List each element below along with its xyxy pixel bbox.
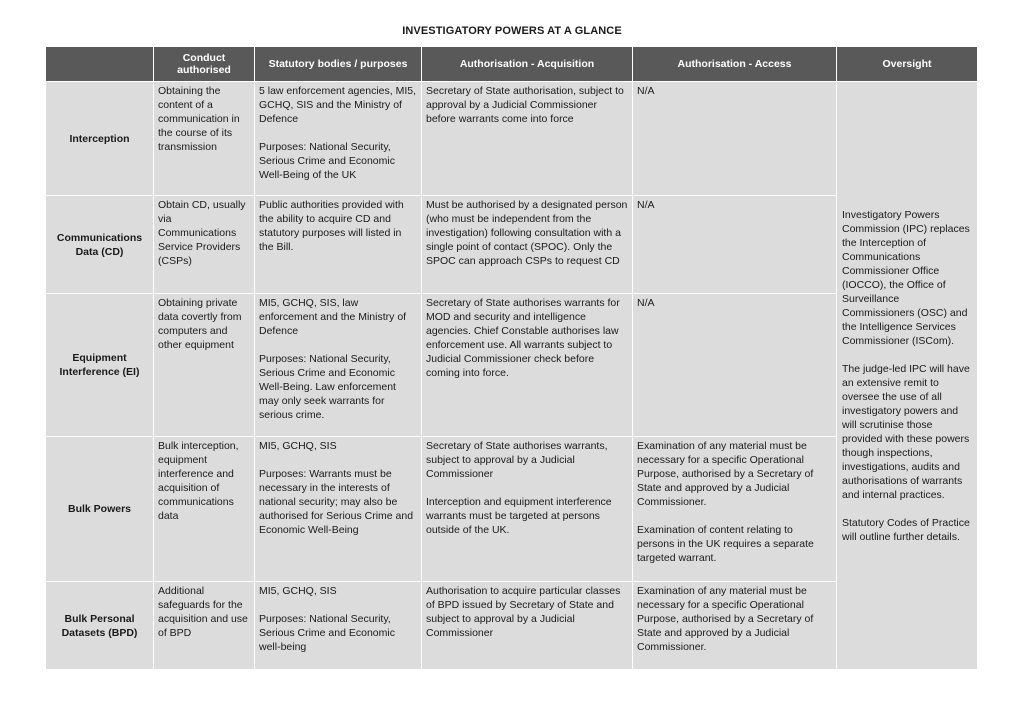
bodies-cell xyxy=(255,582,422,670)
bodies-text: MI5, GCHQ, SIS xyxy=(259,585,337,597)
access-cell xyxy=(633,82,837,196)
access-text: Examination of any material must be necessary for a specific Operational Purpose, authorised by a Secretary of State and approved by a Judicial Commissioner. xyxy=(637,440,814,508)
acquisition-cell xyxy=(422,82,633,196)
bodies-cell xyxy=(255,82,422,196)
row-label: Bulk Personal Datasets (BPD) xyxy=(46,582,154,670)
bodies-cell xyxy=(255,294,422,437)
acquisition-text: Secretary of State authorises warrants for MOD and security and intelligence agencies. Chief Constable authorises law enforcement use. All warrants subject to Judicial Commissioner check before coming into force. xyxy=(426,297,620,379)
oversight-text: The judge-led IPC will have an extensive remit to oversee the use of all investigatory powers and will scrutinise those provided with these powers though inspections, investigations, audits and authorisations of warrants and internal practices. xyxy=(842,362,970,501)
bodies-text: MI5, GCHQ, SIS, law enforcement and the Ministry of Defence xyxy=(259,297,407,337)
conduct-cell: Additional safeguards for the acquisition and use of BPD xyxy=(154,582,255,670)
access-cell xyxy=(633,437,837,582)
oversight-text: Investigatory Powers Commission (IPC) replaces the Interception of Communications Commissioner Office (IOCCO), the Office of Surveillance Commissioners (OSC) and the Intelligence Services Commissioner (ISCom). xyxy=(842,208,970,347)
row-label: Equipment Interference (EI) xyxy=(46,294,154,437)
header-acquisition: Authorisation - Acquisition xyxy=(422,47,633,82)
bodies-text: Purposes: Warrants must be necessary in the interests of national security; may also be authorised for Serious Crime and Economic Well-Being xyxy=(259,468,414,536)
access-text: N/A xyxy=(637,297,655,309)
bodies-text: Public authorities provided with the ability to acquire CD and statutory purposes will listed in the Bill. xyxy=(259,199,404,253)
acquisition-cell xyxy=(422,196,633,294)
header-access: Authorisation - Access xyxy=(633,47,837,82)
acquisition-text: Interception and equipment interference warrants must be targeted at persons outside of the UK. xyxy=(426,496,612,536)
row-label: Bulk Powers xyxy=(46,437,154,582)
table-row xyxy=(46,82,978,196)
bodies-text: Purposes: National Security, Serious Crime and Economic Well-Being of the UK xyxy=(259,141,395,181)
acquisition-text: Secretary of State authorises warrants, subject to approval by a Judicial Commissioner xyxy=(426,440,608,480)
access-cell xyxy=(633,196,837,294)
access-text: Examination of any material must be necessary for a specific Operational Purpose, authorised by a Secretary of State and approved by a Judicial Commissioner. xyxy=(637,585,814,653)
bodies-text: Purposes: National Security, Serious Crime and Economic Well-Being. Law enforcement may only seek warrants for serious crime. xyxy=(259,353,396,421)
conduct-cell: Obtaining private data covertly from computers and other equipment xyxy=(154,294,255,437)
row-label: Interception xyxy=(46,82,154,196)
investigatory-powers-table xyxy=(45,46,978,670)
bodies-text: MI5, GCHQ, SIS xyxy=(259,440,337,452)
conduct-cell: Obtaining the content of a communication in the course of its transmission xyxy=(154,82,255,196)
header-bodies: Statutory bodies / purposes xyxy=(255,47,422,82)
oversight-text: Statutory Codes of Practice will outline further details. xyxy=(842,516,970,543)
document-title: INVESTIGATORY POWERS AT A GLANCE xyxy=(402,25,622,37)
acquisition-cell xyxy=(422,582,633,670)
header-conduct: Conduct authorised xyxy=(154,47,255,82)
header-oversight: Oversight xyxy=(837,47,978,82)
access-text: Examination of content relating to persons in the UK requires a separate targeted warrant. xyxy=(637,524,814,564)
header-empty xyxy=(46,47,154,82)
access-cell xyxy=(633,582,837,670)
bodies-text: Purposes: National Security, Serious Crime and Economic well-being xyxy=(259,613,395,653)
header-row xyxy=(46,47,978,82)
access-text: N/A xyxy=(637,199,655,211)
acquisition-text: Must be authorised by a designated person (who must be independent from the investigation) following consultation with a single point of contact (SPOC). Only the SPOC can approach CSPs to request CD xyxy=(426,199,628,267)
acquisition-text: Secretary of State authorisation, subject to approval by a Judicial Commissioner before warrants come into force xyxy=(426,85,624,125)
access-cell xyxy=(633,294,837,437)
conduct-cell: Obtain CD, usually via Communications Service Providers (CSPs) xyxy=(154,196,255,294)
row-label: Communications Data (CD) xyxy=(46,196,154,294)
access-text: N/A xyxy=(637,85,655,97)
oversight-cell xyxy=(837,82,978,670)
acquisition-cell xyxy=(422,437,633,582)
bodies-cell xyxy=(255,437,422,582)
acquisition-text: Authorisation to acquire particular classes of BPD issued by Secretary of State and subject to approval by a Judicial Commissioner xyxy=(426,585,621,639)
bodies-text: 5 law enforcement agencies, MI5, GCHQ, SIS and the Ministry of Defence xyxy=(259,85,416,125)
conduct-cell: Bulk interception, equipment interference and acquisition of communications data xyxy=(154,437,255,582)
bodies-cell xyxy=(255,196,422,294)
acquisition-cell xyxy=(422,294,633,437)
